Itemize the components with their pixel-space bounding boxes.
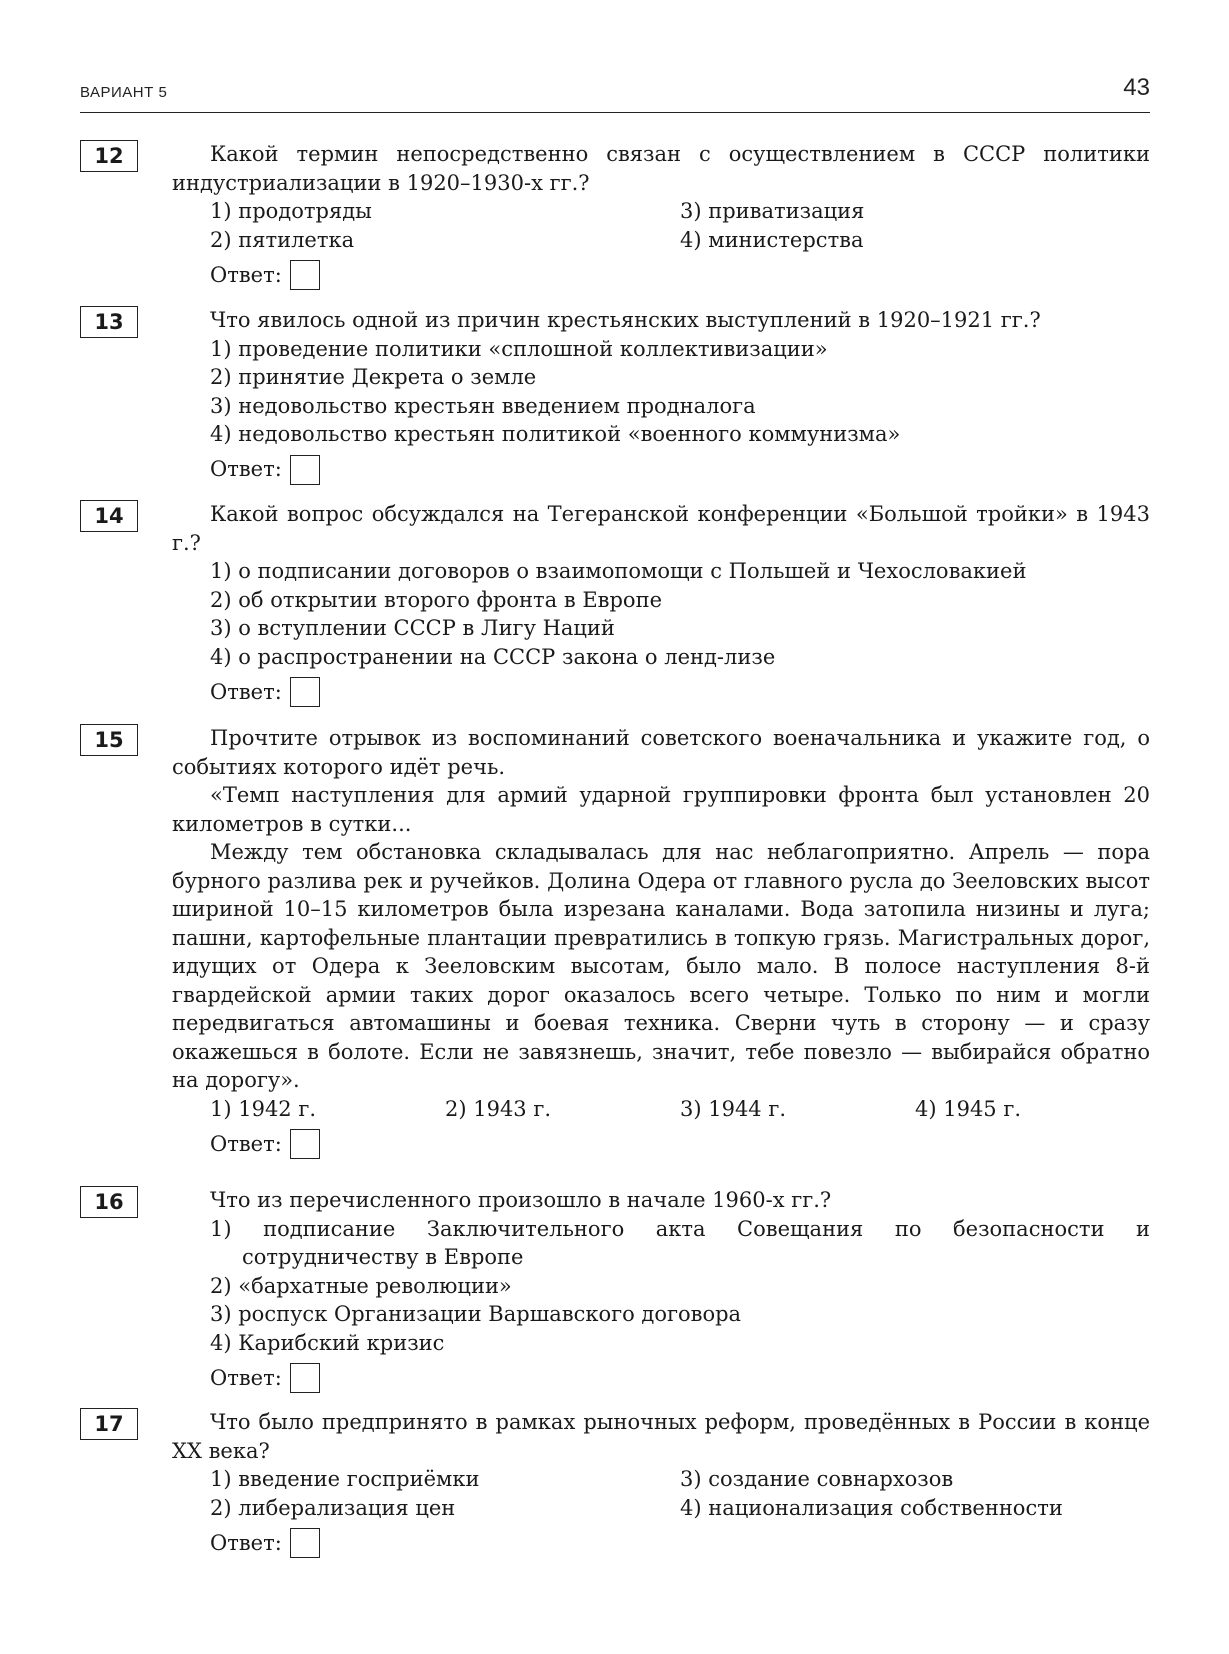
answer-row [172,1363,1150,1393]
option-4: 4) недовольство крестьян политикой «военного коммунизма» [210,422,901,446]
option-3: 3) 1944 г. [680,1096,787,1121]
task-14 [80,500,1150,707]
task-number-box: 16 [80,1186,138,1218]
option-1: 1) 1942 г. [210,1096,317,1121]
answer-label: Ответ: [210,1530,282,1555]
option-3: 3) недовольство крестьян введением продналога [210,393,756,418]
answer-row [172,1528,1150,1558]
option-1: 1) продотряды [210,199,372,223]
answer-box[interactable] [290,677,320,707]
page-number: 43 [1123,74,1150,101]
task-number-box: 17 [80,1408,138,1440]
option-4: 4) о распространении на СССР закона о ленд-лизе [210,644,776,669]
question-text: Какой вопрос обсуждался на Тегеранской конференции «Большой тройки» в 1943 г.? [172,502,1150,555]
option-4: 4) Карибский кризис [210,1330,445,1355]
option-1: 1) проведение политики «сплошной коллективизации» [210,336,828,361]
answer-box[interactable] [290,1528,320,1558]
answer-label: Ответ: [210,1365,282,1390]
task-number-box: 12 [80,140,138,172]
option-3: 3) о вступлении СССР в Лигу Наций [210,616,615,640]
answer-box[interactable] [290,1129,320,1159]
answer-row [172,1129,1150,1159]
question-text: Что было предпринято в рамках рыночных реформ, проведённых в России в конце XX века? [172,1410,1150,1463]
option-4: 4) министерства [680,227,864,252]
answer-label: Ответ: [210,1131,282,1156]
variant-label: ВАРИАНТ 5 [80,84,168,101]
option-1: 1) введение госприёмки [210,1467,480,1491]
task-13 [80,306,1150,485]
task-17 [80,1408,1150,1558]
question-text: Прочтите отрывок из воспоминаний советского военачальника и укажите год, о событиях которого идёт речь. [172,726,1150,779]
question-text: Что явилось одной из причин крестьянских выступлений в 1920–1921 гг.? [210,308,1041,332]
option-2: 2) либерализация цен [210,1495,456,1520]
option-4: 4) национализация собственности [680,1495,1063,1520]
option-3: 3) приватизация [680,199,865,223]
answer-box[interactable] [290,260,320,290]
answer-row [172,260,1150,290]
question-text: Какой термин непосредственно связан с осуществлением в СССР политики индустриализации в 1920–1930-х гг.? [172,142,1150,195]
passage-paragraph-2: Между тем обстановка складывалась для нас неблагоприятно. Апрель — пора бурного разлива рек и ручейков. Долина Одера от главного русла до Зееловских высот шириной 10–15 километров была изрезана каналами. Вода затопила низины и луга; пашни, картофельные плантации превратились в топкую грязь. Магистральных дорог, идущих от Одера к Зееловским высотам, было мало. В полосе наступления 8-й гвардейской армии таких дорог оказалось всего четыре. Только по ним и могли передвигаться автомашины и боевая техника. Сверни чуть в сторону — и сразу окажешься в болоте. Если не завязнешь, значит, тебе повезло — выбирайся обратно на дорогу». [172,840,1150,1092]
answer-label: Ответ: [210,457,282,482]
task-number-box: 14 [80,500,138,532]
task-number-box: 15 [80,724,138,756]
option-4: 4) 1945 г. [915,1096,1022,1121]
task-number-box: 13 [80,306,138,338]
option-2: 2) принятие Декрета о земле [210,365,537,389]
answer-box[interactable] [290,455,320,485]
option-1: 1) подписание Заключительного акта Совещания по безопасности и сотрудничеству в Европе [210,1216,1150,1269]
task-16 [80,1186,1150,1393]
option-2: 2) «бархатные революции» [210,1273,512,1298]
option-1: 1) о подписании договоров о взаимопомощи с Польшей и Чехословакией [210,559,1027,583]
option-2: 2) пятилетка [210,227,355,252]
passage-paragraph-1: «Темп наступления для армий ударной группировки фронта был установлен 20 километров в сутки... [172,783,1150,836]
option-2: 2) 1943 г. [445,1096,552,1121]
option-3: 3) роспуск Организации Варшавского договора [210,1302,742,1326]
answer-box[interactable] [290,1363,320,1393]
answer-label: Ответ: [210,679,282,704]
answer-row [172,455,1150,485]
task-12 [80,140,1150,290]
page-header [80,72,1150,113]
option-2: 2) об открытии второго фронта в Европе [210,587,663,612]
answer-row [172,677,1150,707]
task-15 [80,724,1150,1159]
question-text: Что из перечисленного произошло в начале 1960-х гг.? [210,1188,832,1212]
answer-label: Ответ: [210,262,282,287]
option-3: 3) создание совнархозов [680,1467,954,1491]
